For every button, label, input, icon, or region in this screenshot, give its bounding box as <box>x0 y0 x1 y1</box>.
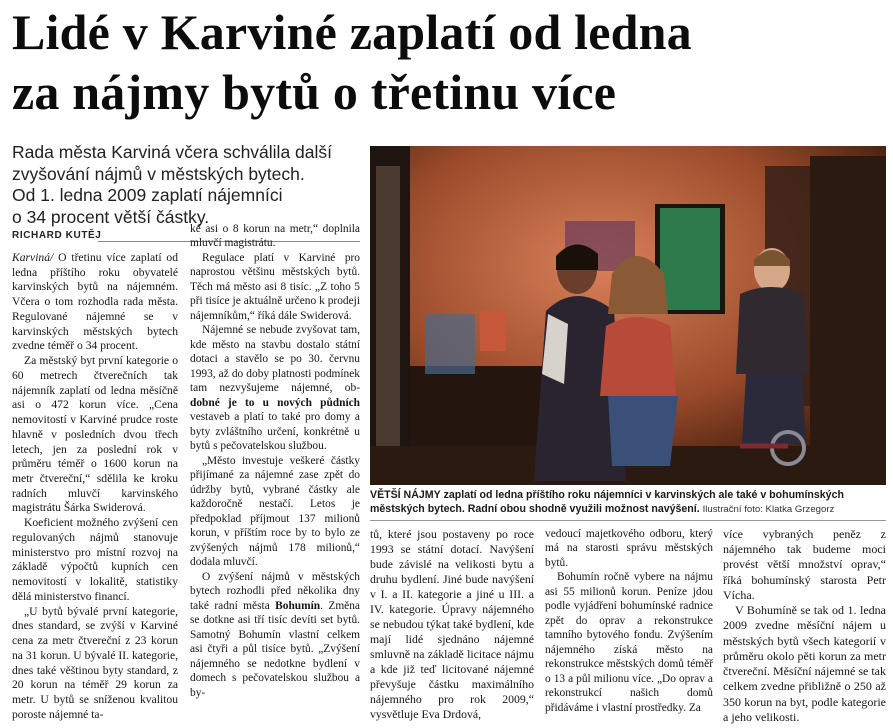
emphasis-text: dobné je to u nových půdních <box>190 396 360 409</box>
paragraph: Koeficient možného zvýšení cen regulovaných nájmů stanovuje ministerstvo pro místní rozvoj na základě výpočtů kupních cen nemovitostí v lokalitě, statistiky dělá ministerstvo financí. <box>12 516 178 603</box>
paragraph: tů, které jsou postaveny po roce 1993 se státní dotací. Navýšení bude závislé na velikosti bytu a druhu bydlení. Jiné bude navýšení v I. a II. kategorie a jiné u III. a IV. kategorie. Úpravy nájemného se nebudou týkat také bydlení, kde mají lidé sjednáno nájemné smluvně na základě licitace nájmu a kde již teď licitované nájemné převyšuje částku maximálního nájemného pro rok 2009,“ vysvětluje Eva Drdová, <box>370 527 534 721</box>
emphasis-text: Bohumín <box>275 599 321 612</box>
byline: RICHARD KUTĚJ <box>12 230 102 241</box>
paragraph: ké asi o 8 korun na metr,“ doplnila mluvčí magistrátu. <box>190 223 360 250</box>
photo-caption <box>370 488 886 517</box>
paragraph-text: . Změna se dotkne asi tří tisíc devíti set bytů. Samotný Bohumín vlastní celkem asi čtyři a půl tisíce bytů. „Zvýšení nájemného se nedotkne bydlení v domech s pečovatelskou službou a by- <box>190 599 360 699</box>
paragraph: „Město investuje veškeré částky přijímané za nájemné zase zpět do údržby bytů, vybrané částky ale každoročně nestačí. Letos je předpoklad příjmout 137 milionů korun, v příštím roce by to bylo ze zvýšených nájmů 178 milionů,“ dodala mluvčí. <box>190 454 360 569</box>
paragraph: V Bohumíně se tak od 1. ledna 2009 zvedne měsíční nájem u městských bytů všech kategorií v průměru okolo pěti korun za metr čtvereční. Měsíční nájemné se tak celkem zvedne přibližně o 250 až 350 korun na byt, podle kategorie a jeho velikosti. <box>723 603 886 724</box>
article-column-4 <box>545 527 713 715</box>
deck-line-4: o 34 procent větší částky. <box>12 206 210 227</box>
headline-line-1: Lidé v Karviné zaplatí od ledna <box>12 4 692 60</box>
paragraph <box>190 570 360 700</box>
paragraph: „U bytů bývalé první kategorie, dnes standard, se zvýší v Karviné cena za metr čtvereční z 23 korun na 31 korun. U bývalé II. kategorie, dnes také věštinou byty standard, z 20 korun na téměř 29 korun za metr. U bytů se sníženou kvalitou poroste nájemné ta- <box>12 604 178 721</box>
paragraph: Bohumín ročně vybere na nájmu asi 55 milionů korun. Peníze jdou podle vyjádření bohumínské radnice zpět do oprav a rekonstrukce tamního bytového fondu. Zvýšením nájemného získá město na rekonstrukce městských domů téměř o 13 a půl milionu více. „Do oprav a rekonstrukcí našich domů přidáváme i vlastní prostředky. Za <box>545 571 713 714</box>
article-photo <box>370 146 886 485</box>
paragraph: více vybraných peněz z nájemného tak budeme moci provést větší množství oprav,“ říká bohumínský starosta Petr Vícha. <box>723 527 886 602</box>
paragraph-text: O zvýšení nájmů v městských bytech rozhodli před několika dny také radní města <box>190 570 360 612</box>
article-column-1 <box>12 251 178 723</box>
deck-line-1: Rada města Karviná včera schválila další <box>12 142 333 162</box>
article-deck <box>12 142 364 228</box>
caption-lead: VĚTŠÍ NÁJMY <box>370 489 441 501</box>
article-column-3 <box>370 527 534 722</box>
paragraph-text: O třetinu více zaplatí od ledna příštího roku obyvatelé karvinských bytů na nájemném. Včera o tom rozhodla rada města. Regulované nájemné se v karvinských městských bytech zvedne téměř o 34 procent. <box>12 251 178 353</box>
paragraph-text: vestaveb a platí to také pro domy a byty zvláštního určení, konkrétně u bytů s pečovatelskou službou. <box>190 411 360 453</box>
paragraph <box>190 323 360 453</box>
caption-divider <box>370 520 886 521</box>
headline <box>12 2 887 122</box>
article-column-2 <box>190 222 360 700</box>
headline-line-2: za nájmy bytů o třetinu více <box>12 64 617 120</box>
deck-line-2: zvyšování nájmů v městských bytech. <box>12 163 305 184</box>
deck-line-3: Od 1. ledna 2009 zaplatí nájemníci <box>12 185 283 205</box>
caption-credit: Ilustrační foto: Klatka Grzegorz <box>702 504 835 515</box>
paragraph: Za městský byt první kategorie o 60 metrech čtverečních tak nájemník zaplatí od ledna měsíčně asi o 472 korun více. „Cena nemovitostí v Karviné prudce roste hlavně v posledních dvou třech letech, jen za poslední rok v průměru téměř o 1600 korun na metr čtvereční,“ sdělila ke kroku radních mluvčí karvinského magistrátu Šárka Swiderová. <box>12 354 178 515</box>
article-column-5 <box>723 527 886 725</box>
paragraph: Regulace platí v Karviné pro naprostou většinu městských bytů. Těch má město asi 8 tisíc. „Z toho 5 při tisíce je aktuálně určeno k prodeji nájemníkům,“ říká dále Swiderová. <box>190 251 360 322</box>
paragraph-text: Nájemné se nebude zvyšovat tam, kde město na stavbu dostalo státní dotaci a stavělo se po 30. červnu 1993, až do doby platnosti podmínek tam nezvyšujeme nájemné, ob- <box>190 324 360 395</box>
paragraph: vedoucí majetkového odboru, který má na starosti správu městských bytů. <box>545 528 713 569</box>
paragraph <box>12 251 178 354</box>
family-photo-illustration <box>370 146 886 485</box>
dateline: Karviná/ <box>12 251 54 264</box>
caption-text: zaplatí od ledna příštího roku nájemníci v karvinských ale také v bohumínských městských bytech. Radní obou shodně využili možnost navýšení. <box>370 489 844 515</box>
